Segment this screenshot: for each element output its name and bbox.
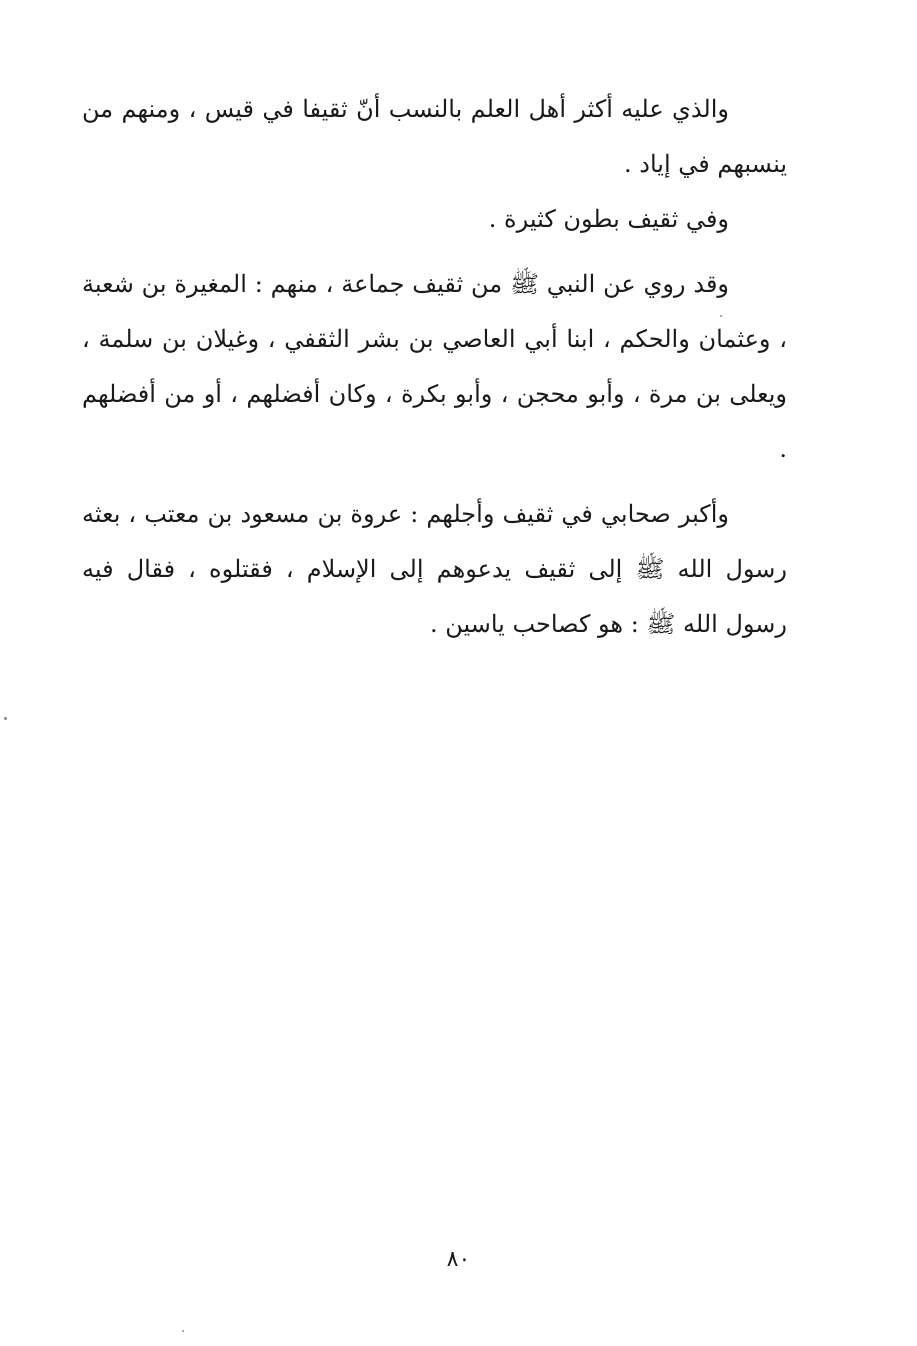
scan-speck — [720, 315, 722, 317]
paragraph-1: والذي عليه أكثر أهل العلم بالنسب أنّ ثقيفا في قيس ، ومنهم من ينسبهم في إياد . — [82, 95, 787, 178]
scan-speck — [182, 1330, 184, 1332]
paragraph-3: وقد روي عن النبي ﷺ من ثقيف جماعة ، منهم : المغيرة بن شعبة ، وعثمان والحكم ، ابنا أبي العاصي بن بشر الثقفي ، وغيلان بن سلمة ، ويعلى بن مرة ، وأبو محجن ، وأبو بكرة ، وكان أفضلهم ، أو من أفضلهم . — [82, 270, 787, 463]
page-number: ٨٠ — [446, 1247, 471, 1272]
scan-speck — [4, 717, 7, 720]
paragraph-2: وفي ثقيف بطون كثيرة . — [488, 205, 729, 233]
paragraph-4: وأكبر صحابي في ثقيف وأجلهم : عروة بن مسعود بن معتب ، بعثه رسول الله ﷺ إلى ثقيف يدعوهم إلى الإسلام ، فقتلوه ، فقال فيه رسول الله ﷺ : هو كصاحب ياسين . — [82, 500, 787, 638]
body-text — [82, 82, 787, 652]
